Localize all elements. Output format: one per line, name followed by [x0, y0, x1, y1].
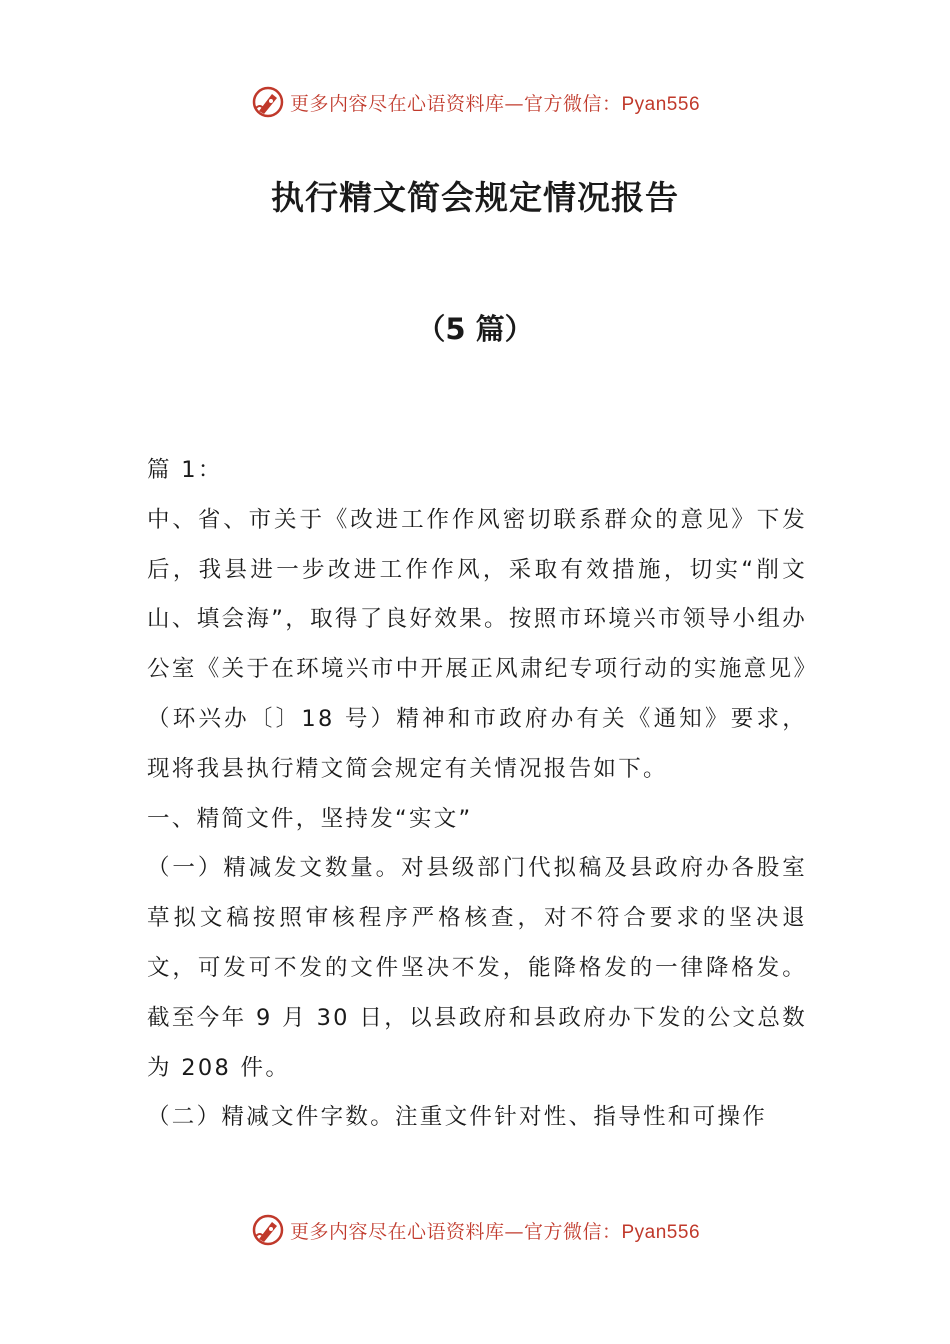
- banner-site-text: 更多内容尽在心语资料库: [289, 1220, 505, 1243]
- section-label: 篇 1：: [147, 457, 223, 483]
- document-title: 执行精文简会规定情况报告: [271, 178, 679, 217]
- footer-banner: [0, 1210, 950, 1250]
- banner-wechat-label: 官方微信：: [523, 1220, 622, 1243]
- banner-wechat-id: Pyan556: [621, 1221, 701, 1243]
- subsection-paragraph: （二）精减文件字数。注重文件针对性、指导性和可操作: [147, 1104, 768, 1131]
- section-heading: 一、精简文件，坚持发“实文”: [147, 805, 473, 832]
- subsection-paragraph: （一）精减发文数量。对县级部门代拟稿及县政府办各股室草拟文稿按照审核程序严格核查，对不符合要求的坚决退文，可发可不发的文件坚决不发，能降格发的一律降格发。截至今年 9 月 30 日，以县政府和县政府办下发的公文总数为 208 件。: [147, 855, 807, 1081]
- banner-text: [290, 1217, 700, 1244]
- banner-text: [290, 89, 700, 116]
- banner-wechat-id: Pyan556: [621, 93, 701, 115]
- pen-nib-logo-icon: [250, 84, 286, 120]
- banner-dash: —: [504, 1220, 524, 1243]
- pen-nib-logo-icon: [250, 1212, 286, 1248]
- document-subtitle: （5 篇）: [416, 312, 534, 346]
- banner-site-text: 更多内容尽在心语资料库: [289, 92, 505, 115]
- header-banner: [0, 82, 950, 122]
- banner-wechat-label: 官方微信：: [523, 92, 622, 115]
- intro-paragraph: 中、省、市关于《改进工作作风密切联系群众的意见》下发后，我县进一步改进工作作风，采取有效措施，切实“削文山、填会海”，取得了良好效果。按照市环境兴市领导小组办公室《关于在环境兴市中开展正风肃纪专项行动的实施意见》（环兴办〔〕18 号）精神和市政府办有关《通知》要求，现将我县执行精文简会规定有关情况报告如下。: [147, 506, 807, 782]
- banner-dash: —: [504, 92, 524, 115]
- document-body: [147, 446, 807, 1143]
